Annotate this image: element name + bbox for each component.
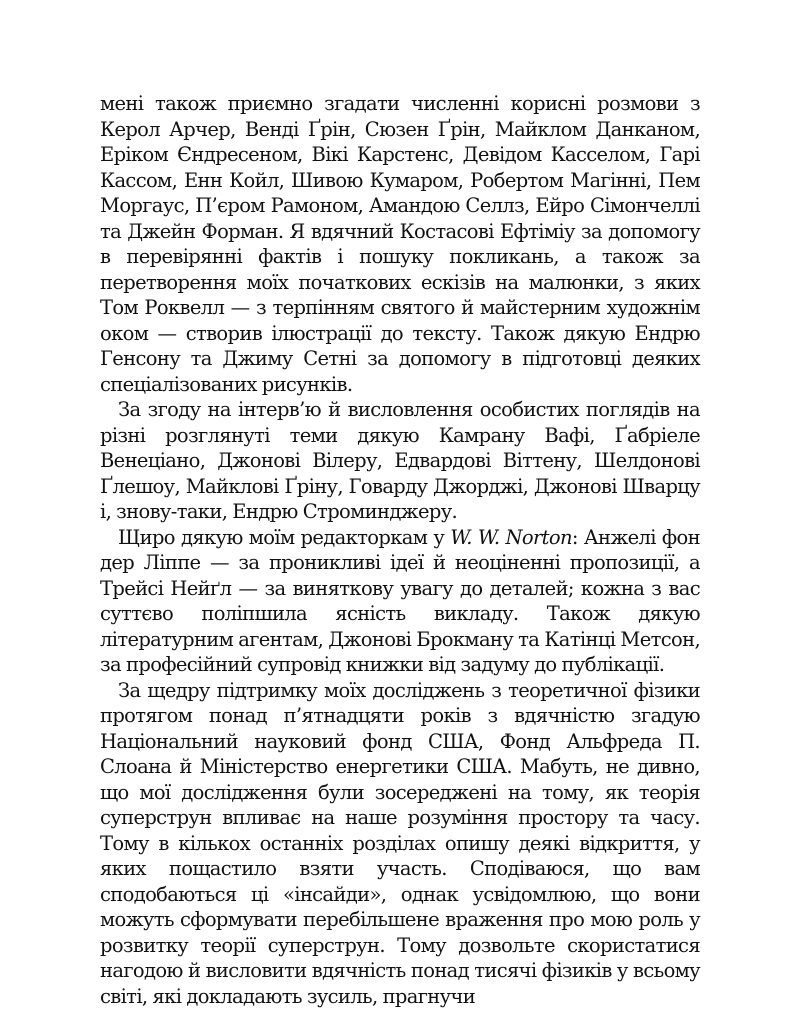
- paragraph-3-text-before: Щиро дякую моїм редакторкам у: [118, 525, 451, 549]
- publisher-name: W. W. Norton: [450, 525, 572, 549]
- paragraph-3-text-after: : Анжелі фон дер Ліппе — за проникливі ідеї й неоціненні пропозиції, а Трейсі Нейґл — за виняткову увагу до деталей; кожна з вас суттєво поліпшила ясність викладу. Також дякую літературним агентам, Джонові Брокману та Катінці Метсон, за професійний супровід книжки від задуму до публікації.: [100, 525, 700, 676]
- paragraph-1-text: мені також приємно згадати численні корисні розмови з Керол Арчер, Венді Ґрін, Сюзен Ґрін, Майклом Данканом, Еріком Єндресеном, Вікі Карстенс, Девідом Касселом, Гарі Кассом, Енн Койл, Шивою Кумаром, Робертом Магінні, Пем Моргаус, П’єром Рамоном, Амандою Селлз, Ейро Сімончеллі та Джейн Форман. Я вдячний Костасові Ефтіміу за допомогу в перевірянні фактів і пошуку покликань, а також за перетворення моїх початкових ескізів на малюнки, з яких Том Роквелл — з терпінням святого й майстерним художнім оком — створив ілюстрації до тексту. Також дякую Ендрю Генсону та Джиму Сетні за допомогу в підготовці деяких спеціалізованих рисунків.: [100, 92, 700, 396]
- page-body: [100, 91, 700, 1009]
- paragraph-4: [100, 678, 700, 1010]
- paragraph-2: [100, 397, 700, 525]
- paragraph-4-text: За щедру підтримку моїх досліджень з теоретичної фізики протягом понад п’ятнадцяти років з вдячністю згадую Національний науковий фонд США, Фонд Альфреда П. Слоана й Міністерство енергетики США. Мабуть, не дивно, що мої дослідження були зосереджені на тому, як теорія суперструн впливає на наше розуміння простору та часу. Тому в кількох останніх розділах опишу деякі відкриття, у яких пощастило взяти участь. Сподіваюся, що вам сподобаються ці «інсайди», однак усвідомлюю, що вони можуть сформувати перебільшене враження про мою роль у розвитку теорії суперструн. Тому дозвольте скористатися нагодою й висловити вдячність понад тисячі фізиків у всьому світі, які докладають зусиль, прагнучи: [100, 678, 700, 1008]
- paragraph-3: [100, 525, 700, 678]
- paragraph-2-text: За згоду на інтерв’ю й висловлення особистих поглядів на різні розглянуті теми дякую Камрану Вафі, Ґабріеле Венеціано, Джонові Вілеру, Едвардові Віттену, Шелдонові Ґлешоу, Майклові Ґріну, Говарду Джорджі, Джонові Шварцу і, знову-таки, Ендрю Строминджеру.: [100, 398, 700, 523]
- paragraph-1: [100, 91, 700, 397]
